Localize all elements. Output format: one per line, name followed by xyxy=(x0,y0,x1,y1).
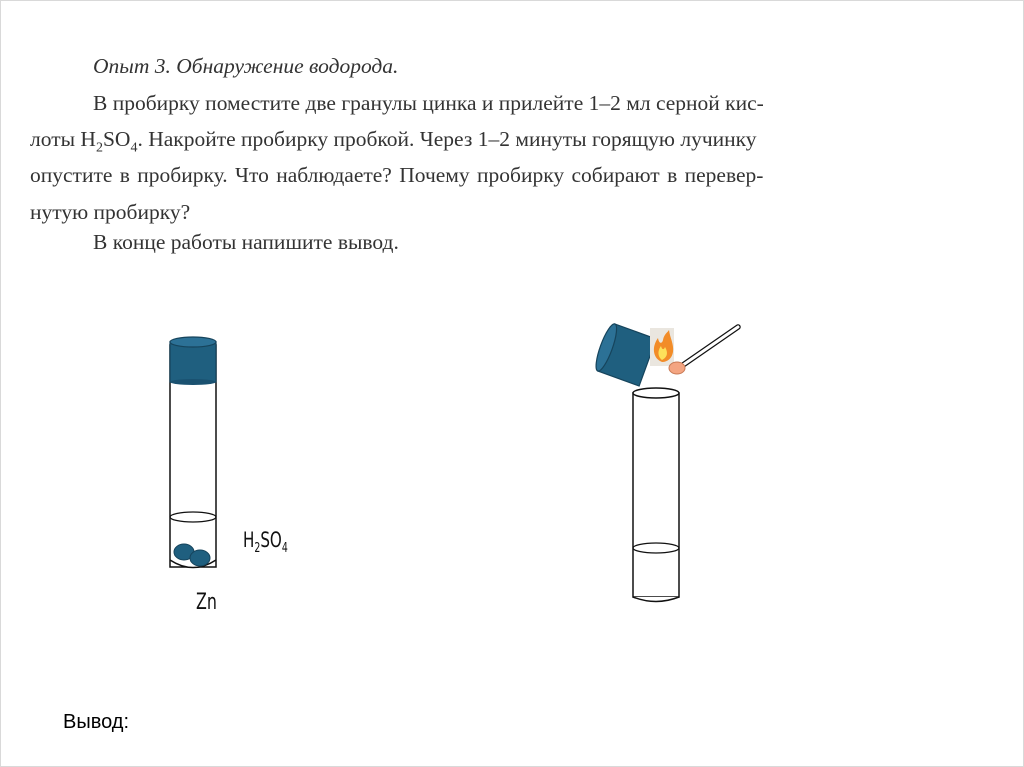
splint xyxy=(669,327,738,374)
right-test-tube xyxy=(633,388,679,602)
flame-icon xyxy=(650,328,674,366)
task-paragraph-1: В пробирку поместите две гранулы цинка и прилейте 1–2 мл серной кис- лоты $H_2SO_4$. Накройте пробирку пробкой. Через 1–2 минуты горящую лучинку xyxy=(30,90,764,156)
task-paragraph-2: В конце работы напишите вывод. xyxy=(93,230,399,254)
zinc-label: Zn xyxy=(196,590,217,615)
task-heading: Опыт 3. Обнаружение водорода. xyxy=(93,54,399,78)
task-paragraph-1-cont: опустите в пробирку. Что наблюдаете? Почему пробирку собирают в перевер- нутую пробирку? xyxy=(30,163,764,224)
left-stopper xyxy=(170,337,216,385)
tilted-stopper xyxy=(592,322,656,386)
conclusion-label: Вывод: xyxy=(63,711,130,733)
sulfuric-acid-label: $H_2SO_4$ xyxy=(243,528,288,557)
